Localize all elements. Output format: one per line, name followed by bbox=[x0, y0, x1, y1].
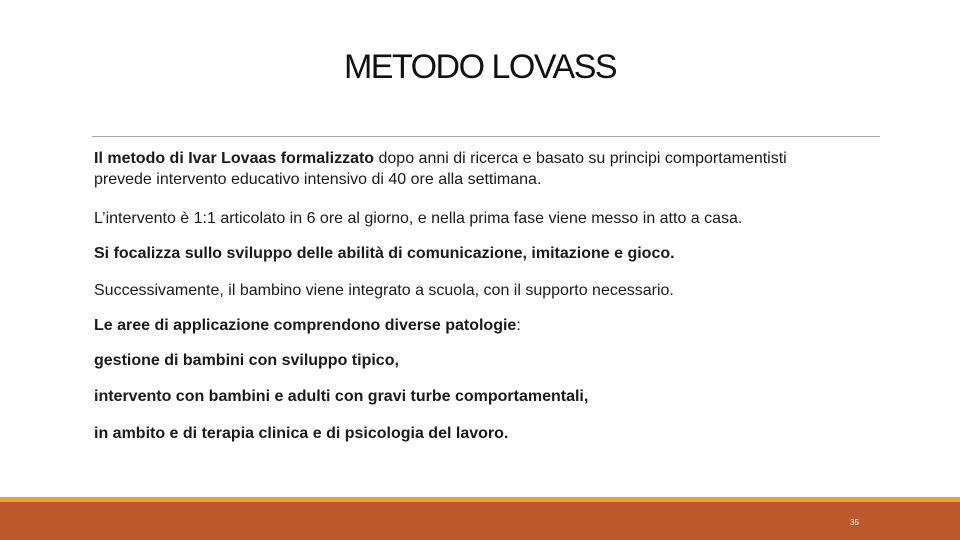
paragraph-lovaas-method-rest: dopo anni di ricerca e basato su principi comportamentisti bbox=[374, 150, 787, 167]
paragraph-intervention: L’intervento è 1:1 articolato in 6 ore al giorno, e nella prima fase viene messo in atto a casa. bbox=[94, 210, 743, 227]
paragraph-lovaas-method-line2: prevede intervento educativo intensivo di 40 ore alla settimana. bbox=[94, 171, 542, 188]
list-item-behavioral-disorders: intervento con bambini e adulti con gravi turbe comportamentali, bbox=[94, 388, 589, 405]
paragraph-school: Successivamente, il bambino viene integrato a scuola, con il supporto necessario. bbox=[94, 282, 674, 299]
paragraph-lovaas-method-bold: Il metodo di Ivar Lovaas formalizzato bbox=[94, 150, 375, 167]
paragraph-application-areas-colon: : bbox=[516, 317, 521, 334]
list-item-typical-development: gestione di bambini con sviluppo tipico, bbox=[94, 352, 399, 369]
slide-title: METODO LOVASS bbox=[343, 48, 617, 86]
paragraph-lovaas-method bbox=[94, 148, 787, 190]
footer-bar bbox=[0, 502, 960, 540]
paragraph-application-areas bbox=[94, 315, 521, 336]
paragraph-focus: Si focalizza sullo sviluppo delle abilità di comunicazione, imitazione e gioco. bbox=[94, 245, 675, 262]
paragraph-application-areas-bold: Le aree di applicazione comprendono diverse patologie bbox=[94, 317, 517, 334]
list-item-clinical-work-psychology: in ambito e di terapia clinica e di psicologia del lavoro. bbox=[94, 425, 509, 442]
page-number: 35 bbox=[850, 518, 859, 527]
title-divider bbox=[92, 136, 880, 137]
